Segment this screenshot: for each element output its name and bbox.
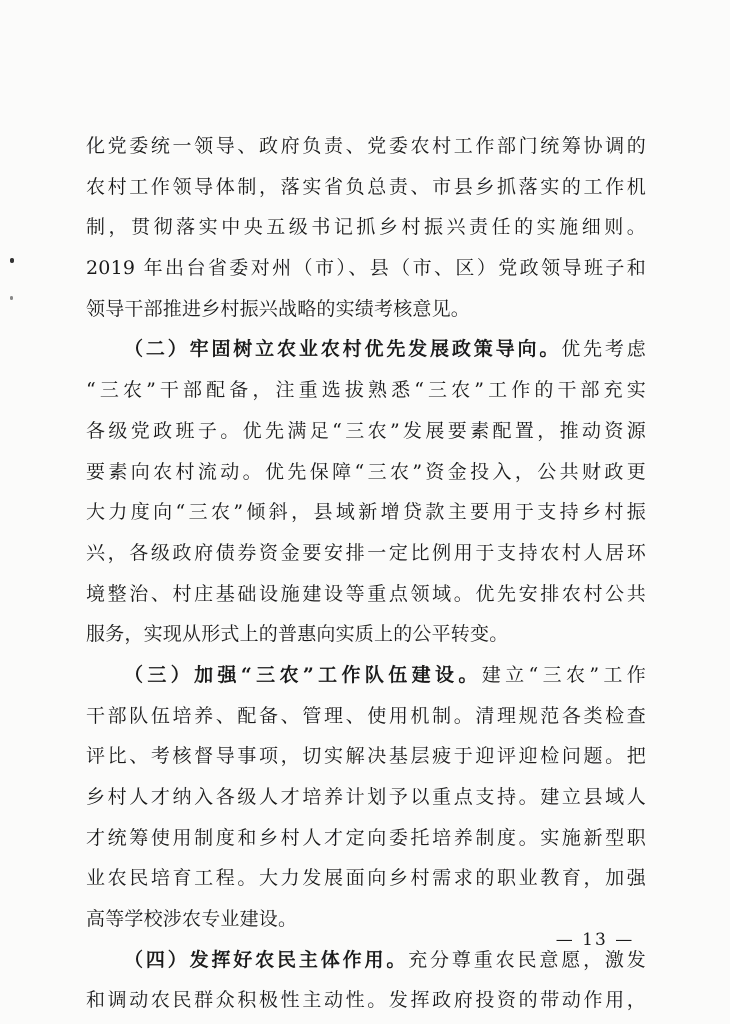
text-line: 各级党政班子。优先满足“三农”发展要素配置，推动资源: [86, 419, 646, 442]
text-line: 和调动农民群众积极性主动性。发挥政府投资的带动作用，: [86, 989, 646, 1012]
text-line: 领导干部推进乡村振兴战略的实绩考核意见。: [86, 297, 471, 320]
scan-artifact: [10, 296, 13, 300]
text-line: 评比、考核督导事项，切实解决基层疲于迎评迎检问题。把: [86, 745, 646, 768]
text-line: 服务，实现从形式上的普惠向实质上的公平转变。: [86, 623, 509, 646]
text-line: 境整治、村庄基础设施建设等重点领域。优先安排农村公共: [86, 582, 646, 605]
text-line: 化党委统一领导、政府负责、党委农村工作部门统筹协调的: [86, 135, 646, 157]
section-heading: （二）牢固树立农业农村优先发展政策导向。: [124, 338, 562, 361]
text-line: 制，贯彻落实中央五级书记抓乡村振兴责任的实施细则。: [86, 216, 646, 239]
text-line: 大力度向“三农”倾斜，县域新增贷款主要用于支持乡村振: [86, 501, 646, 524]
scan-artifact: [10, 258, 14, 263]
text-line: 要素向农村流动。优先保障“三农”资金投入，公共财政更: [86, 460, 646, 483]
text-line: 乡村人才纳入各级人才培养计划予以重点支持。建立县域人: [86, 786, 646, 808]
text-line: 高等学校涉农专业建设。: [86, 908, 298, 931]
text-line: 才统筹使用制度和乡村人才定向委托培养制度。实施新型职: [86, 826, 646, 849]
text-line: 2019 年出台省委对州（市）、县（市、区）党政领导班子和: [86, 257, 646, 280]
section-heading-line: （二）牢固树立农业农村优先发展政策导向。优先考虑: [124, 338, 646, 361]
section-heading-line: （三）加强“三农”工作队伍建设。建立“三农”工作: [124, 663, 646, 686]
section-heading: （三）加强“三农”工作队伍建设。: [124, 663, 482, 686]
section-heading: （四）发挥好农民主体作用。: [124, 948, 409, 971]
text-line: “三农”干部配备，注重选拔熟悉“三农”工作的干部充实: [86, 379, 646, 402]
text-line: 干部队伍培养、配备、管理、使用机制。清理规范各类检查: [86, 704, 646, 727]
text-line: 兴，各级政府债券资金要安排一定比例用于支持农村人居环: [86, 541, 646, 564]
text-line: 农村工作领导体制，落实省负总责、市县乡抓落实的工作机: [86, 175, 646, 198]
section-heading-line: （四）发挥好农民主体作用。充分尊重农民意愿，激发: [124, 948, 646, 971]
text-line: 业农民培育工程。大力发展面向乡村需求的职业教育，加强: [86, 867, 646, 890]
body-text: [86, 126, 646, 1021]
page-number: — 13 —: [555, 930, 635, 950]
